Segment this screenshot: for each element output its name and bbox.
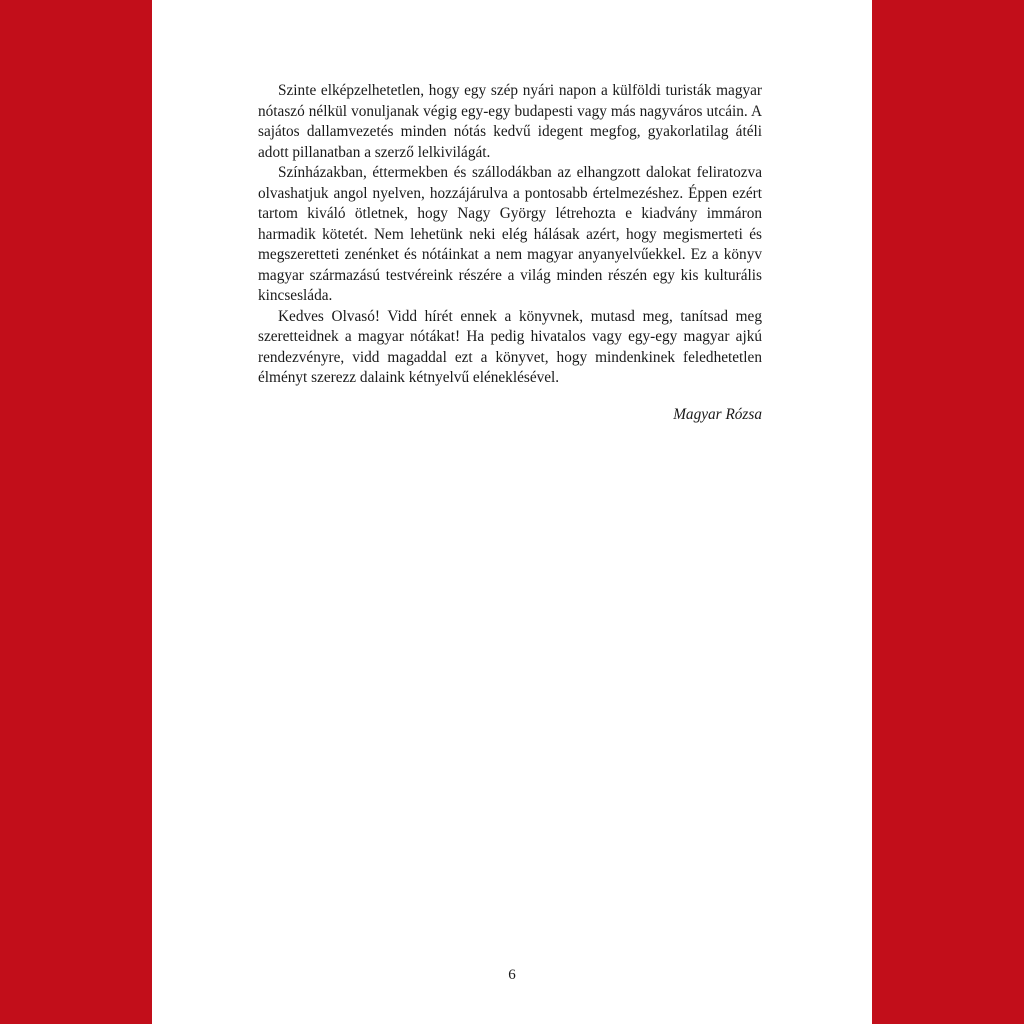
page-number: 6: [508, 967, 516, 983]
signature: Magyar Rózsa: [673, 405, 762, 423]
paragraph-2: Színházakban, éttermekben és szállodákban az elhangzott dalokat feliratozva olvashatjuk angol nyelven, hozzájárulva a pontosabb értelmezéshez. Éppen ezért tartom kiváló ötletnek, hogy Nagy György létrehozta e kiadvány immáron harmadik kötetét. Nem lehetünk neki elég hálásak azért, hogy megismerteti és megszeretteti zenénket és nótáinkat a nem magyar anyanyelvűekkel. Ez a könyv magyar származású testvéreink részére a világ minden részén egy kis kulturális kincsesláda.: [258, 164, 762, 304]
book-page: [152, 0, 872, 1024]
paragraph-1: Szinte elképzelhetetlen, hogy egy szép nyári napon a külföldi turisták magyar nótaszó nélkül vonuljanak végig egy-egy budapesti vagy más nagyváros utcáin. A sajátos dallamvezetés minden nótás kedvű idegent megfog, gyakorlatilag átéli adott pillanatban a szerző lelkivilágát.: [258, 82, 762, 161]
foreword-text: [258, 81, 762, 425]
paragraph-3: Kedves Olvasó! Vidd hírét ennek a könyvnek, mutasd meg, tanítsad meg szeretteidnek a magyar nótákat! Ha pedig hivatalos vagy egy-egy magyar ajkú rendezvényre, vidd magaddal ezt a könyvet, hogy mindenkinek feledhetetlen élményt szerezz dalaink kétnyelvű eléneklésével.: [258, 307, 762, 386]
